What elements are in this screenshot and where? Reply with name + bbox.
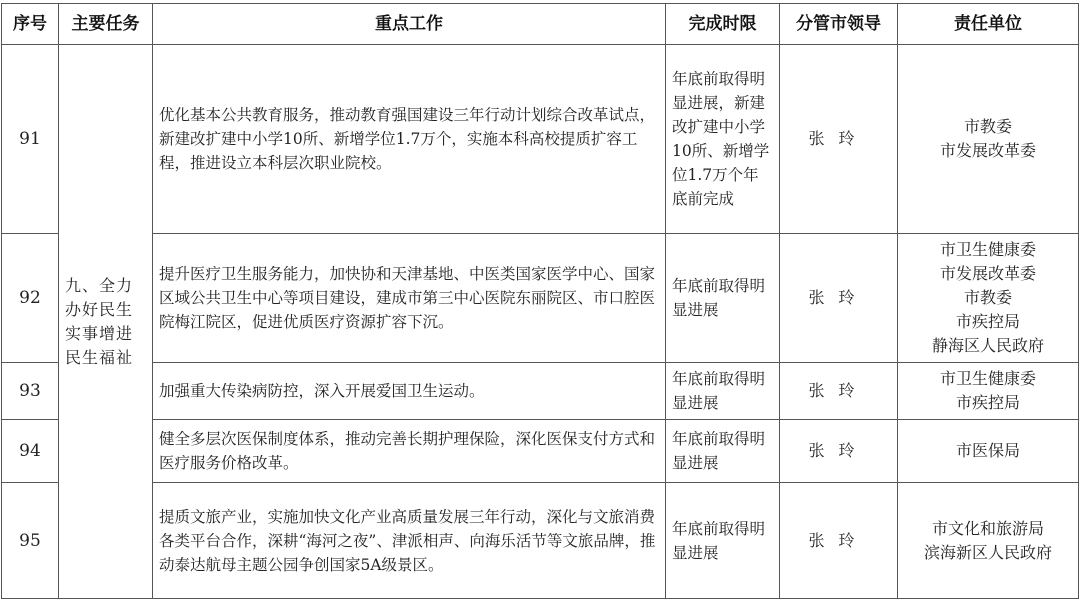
deadline-cell: 年底前取得明显进展，新建改扩建中小学10所、新增学位1.7万个年底前完成	[666, 45, 780, 234]
table-row	[2, 45, 1079, 234]
table-row	[2, 483, 1079, 599]
unit-name: 静海区人民政府	[931, 336, 1044, 355]
key-work-cell: 提质文旅产业，实施加快文化产业高质量发展三年行动，深化与文旅消费各类平台合作，深耕“海河之夜”、津派相声、向海乐活节等文旅品牌，推动泰达航母主题公园争创国家5A级景区。	[153, 483, 666, 599]
unit-name: 市卫生健康委	[939, 369, 1036, 388]
responsible-unit-cell	[898, 483, 1079, 599]
header-num: 序号	[2, 4, 59, 45]
unit-name: 市发展改革委	[939, 264, 1036, 283]
leader-cell: 张玲	[780, 483, 898, 599]
unit-name: 市教委	[963, 117, 1012, 136]
header-leader: 分管市领导	[780, 4, 898, 45]
header-main-task: 主要任务	[59, 4, 153, 45]
leader-cell: 张玲	[780, 420, 898, 483]
unit-name: 市医保局	[955, 441, 1020, 460]
unit-name: 市卫生健康委	[939, 240, 1036, 259]
table-row	[2, 234, 1079, 363]
unit-name: 市文化和旅游局	[931, 518, 1044, 538]
header-responsible-unit: 责任单位	[898, 4, 1079, 45]
deadline-cell: 年底前取得明显进展	[666, 483, 780, 599]
responsible-unit-cell	[898, 420, 1079, 483]
leader-cell: 张玲	[780, 363, 898, 420]
row-num: 94	[2, 420, 59, 483]
row-num: 92	[2, 234, 59, 363]
task-table	[1, 3, 1079, 599]
deadline-cell: 年底前取得明显进展	[666, 234, 780, 363]
table-row	[2, 420, 1079, 483]
unit-name: 滨海新区人民政府	[923, 542, 1052, 562]
leader-cell: 张玲	[780, 234, 898, 363]
key-work-cell: 提升医疗卫生服务能力，加快协和天津基地、中医类国家医学中心、国家区域公共卫生中心等项目建设，建成市第三中心医院东丽院区、市口腔医院梅江院区，促进优质医疗资源扩容下沉。	[153, 234, 666, 363]
header-row	[2, 4, 1079, 45]
row-num: 95	[2, 483, 59, 599]
leader-cell: 张玲	[780, 45, 898, 234]
key-work-cell: 加强重大传染病防控，深入开展爱国卫生运动。	[153, 363, 666, 420]
responsible-unit-cell	[898, 45, 1079, 234]
row-num: 91	[2, 45, 59, 234]
table-row	[2, 363, 1079, 420]
unit-name: 市发展改革委	[939, 141, 1036, 160]
deadline-cell: 年底前取得明显进展	[666, 363, 780, 420]
responsible-unit-cell	[898, 234, 1079, 363]
row-num: 93	[2, 363, 59, 420]
main-task-cell: 九、全力办好民生实事增进民生福祉	[59, 45, 153, 599]
key-work-cell: 优化基本公共教育服务，推动教育强国建设三年行动计划综合改革试点，新建改扩建中小学10所、新增学位1.7万个，实施本科高校提质扩容工程，推进设立本科层次职业院校。	[153, 45, 666, 234]
header-key-work: 重点工作	[153, 4, 666, 45]
responsible-unit-cell	[898, 363, 1079, 420]
unit-name: 市疾控局	[955, 393, 1020, 412]
unit-name: 市教委	[963, 288, 1012, 307]
key-work-cell: 健全多层次医保制度体系，推动完善长期护理保险，深化医保支付方式和医疗服务价格改革。	[153, 420, 666, 483]
deadline-cell: 年底前取得明显进展	[666, 420, 780, 483]
unit-name: 市疾控局	[955, 312, 1020, 331]
header-deadline: 完成时限	[666, 4, 780, 45]
